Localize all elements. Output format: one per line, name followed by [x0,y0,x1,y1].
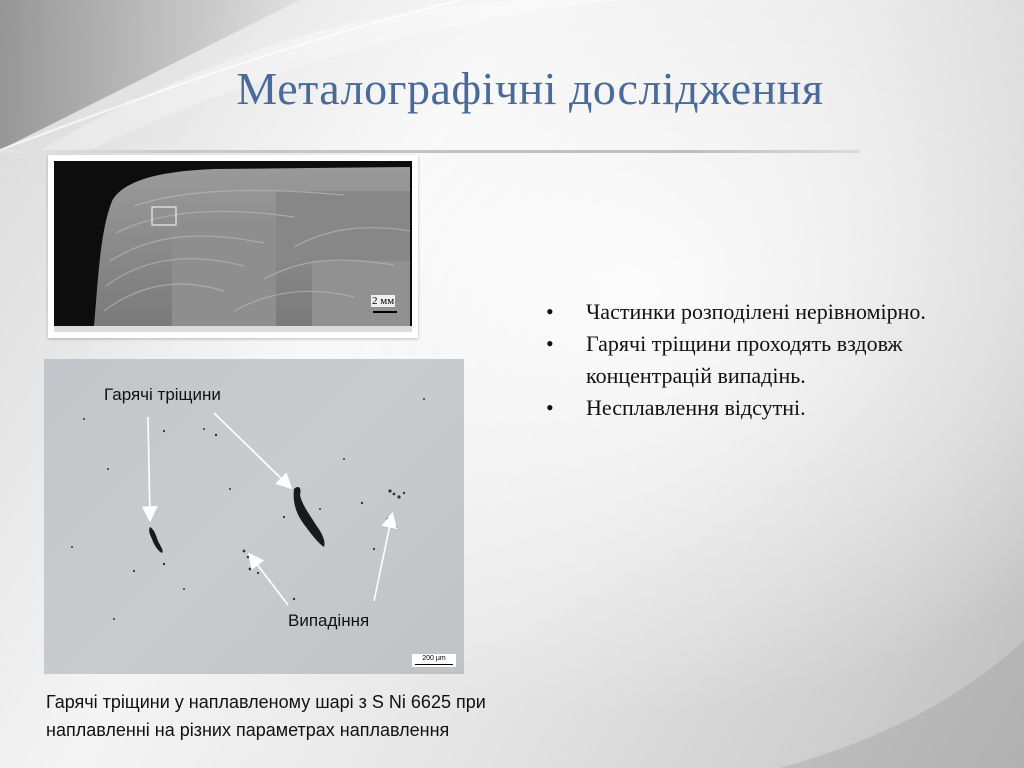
list-item [544,328,984,392]
bullet-text: Частинки розподілені нерівномірно. [586,299,926,324]
macro-photo-frame [48,155,418,338]
micrograph-image [44,359,464,674]
hot-cracks-label: Гарячі тріщини [104,385,221,404]
slide-title: Металографічні дослідження [236,63,824,114]
bullet-text: Гарячі тріщини проходять вздовж концентрацій випадінь. [586,331,903,388]
macro-cross-section-image [54,161,412,332]
figure-caption [46,688,666,744]
list-item [544,296,984,328]
macro-scale-bar [373,311,397,313]
micrograph-drawing [44,359,464,674]
bullet-marker: • [546,331,554,356]
micrograph-scale-box [412,654,456,667]
bullet-marker: • [546,299,554,324]
micrograph-scale-label: 200 µm [422,655,446,662]
caption-line-2: наплавленні на різних параметрах наплавлення [46,720,450,740]
caption-line-1: Гарячі тріщини у наплавленому шарі з S Ni 6625 при [46,692,486,712]
micrograph-scale-bar [415,664,453,665]
macro-scale-label: 2 мм [372,295,395,307]
list-item [544,392,984,424]
precipitates-label: Випадіння [288,611,370,630]
bullet-text: Несплавлення відсутні. [586,395,806,420]
findings-list [544,296,984,424]
title-divider [0,150,860,153]
bullet-marker: • [546,395,554,420]
